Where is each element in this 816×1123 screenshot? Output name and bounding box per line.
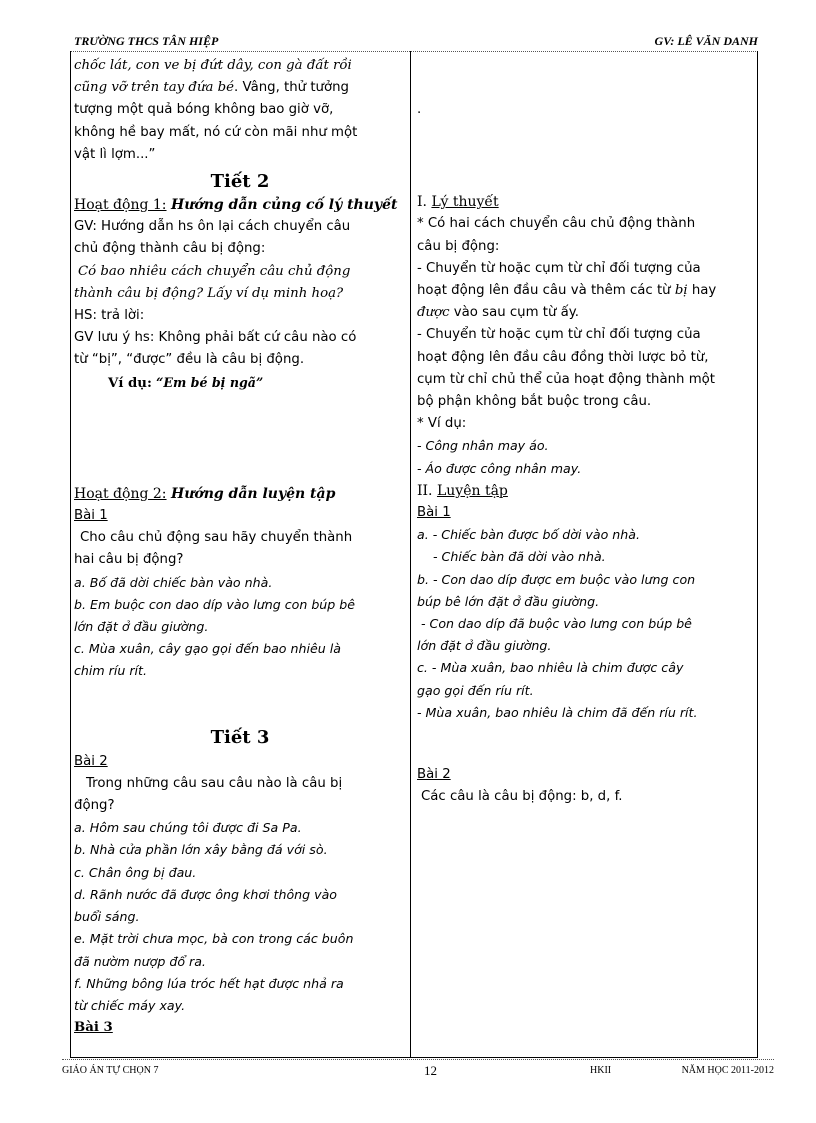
right-column: . I. Lý thuyết * Có hai cách chuyển câu chủ động thành câu bị động: - Chuyển từ hoặc cụm từ chỉ đối tượng của hoạt động lên đầu câu và thêm các từ bị hay được vào sau cụm từ ấy. - Chuyển từ hoặc cụm từ chỉ đối tượng của hoạt động lên đầu câu đồng thời lược bỏ từ, cụm từ chỉ chủ thể của hoạt động thành một bộ phận không bắt buộc trong câu. * Ví dụ: - Công nhân may áo. - Áo được công nhân may. II. Luyện tập Bài 1 a. - Chiếc bàn được bố dời vào nhà. - Chiếc bàn đã dời vào nhà. b. - Con dao díp được em buộc vào lưng con búp bê lớn đặt ở đầu giường. - Con dao díp đã buộc vào lưng con búp bê lớn đặt ở đầu giường. c. - Mùa xuân, bao nhiêu là chim được cây gạo gọi đến ríu rít. - Mùa xuân, bao nhiêu là chim đã đến ríu rít. Bài 2 Các câu là câu bị động: b, d, f. — [417, 55, 753, 808]
answer-2-heading: Bài 2 — [417, 767, 451, 783]
footer-divider — [62, 1059, 774, 1060]
tiet-2-heading: Tiết 2 — [210, 171, 270, 193]
theory-heading: I. Lý thuyết — [417, 194, 499, 211]
activity-2-heading: Hoạt động 2: Hướng dẫn luyện tập — [74, 485, 336, 502]
footer-term: HKII — [590, 1065, 612, 1076]
page-number: 12 — [424, 1063, 437, 1078]
school-name: TRƯỜNG THCS TÂN HIỆP — [74, 34, 219, 48]
exercise-1-heading: Bài 1 — [74, 508, 108, 524]
example-line: Ví dụ: “Em bé bị ngã” — [108, 374, 264, 391]
answer-1-heading: Bài 1 — [417, 505, 451, 521]
table-border-right — [757, 51, 758, 1058]
practice-heading: II. Luyện tập — [417, 482, 508, 499]
exercise-3-heading: Bài 3 — [74, 1020, 113, 1036]
tiet-3-heading: Tiết 3 — [210, 726, 270, 748]
teacher-name: GV: LÊ VĂN DANH — [654, 34, 758, 48]
footer-document: GIÁO ÁN TỰ CHỌN 7 — [62, 1065, 159, 1076]
footer-year: NĂM HỌC 2011-2012 — [681, 1065, 774, 1076]
activity-1-heading: Hoạt động 1: Hướng dẫn củng cố lý thuyết — [74, 197, 398, 214]
table-border-middle — [410, 51, 411, 1058]
page-footer — [62, 1063, 774, 1081]
exercise-2-heading: Bài 2 — [74, 753, 108, 769]
left-column: chốc lát, con ve bị đứt dây, con gà đất rồi cũng vỡ trên tay đứa bé. Vâng, thử tưởng tượng một quả bóng không bao giờ vỡ, không hề bay mất, nó cứ còn mãi như một vật lì lợm...” Tiết 2 Hoạt động 1: Hướng dẫn củng cố lý thuyết GV: Hướng dẫn hs ôn lại cách chuyển câu chủ động thành câu bị động: Có bao nhiêu cách chuyển câu chủ động thành câu bị động? Lấy ví dụ minh hoạ? HS: trả lời: GV lưu ý hs: Không phải bất cứ câu nào có từ “bị”, “được” đều là câu bị động. Ví dụ: “Em bé bị ngã” Hoạt động 2: Hướng dẫn luyện tập Bài 1 Cho câu chủ động sau hãy chuyển thành hai câu bị động? a. Bố đã dời chiếc bàn vào nhà. b. Em buộc con dao díp vào lưng con búp bê lớn đặt ở đầu giường. c. Mùa xuân, cây gạo gọi đến bao nhiêu là chim ríu rít. Tiết 3 Bài 2 Trong những câu sau câu nào là câu bị động? a. Hôm sau chúng tôi được đi Sa Pa. b. Nhà cửa phần lớn xây bằng đá với sò. c. Chân ông bị đau. d. Rãnh nước đã được ông khơi thông vào buổi sáng. e. Mặt trời chưa mọc, bà con trong các buôn đã nườm nượp đổ ra. f. Những bông lúa tróc hết hạt được nhả ra từ chiếc máy xay. Bài 3 — [74, 55, 406, 1039]
header-divider — [70, 51, 758, 52]
table-border-bottom — [70, 1057, 758, 1058]
page-header — [74, 34, 758, 50]
table-border-left — [70, 51, 71, 1058]
